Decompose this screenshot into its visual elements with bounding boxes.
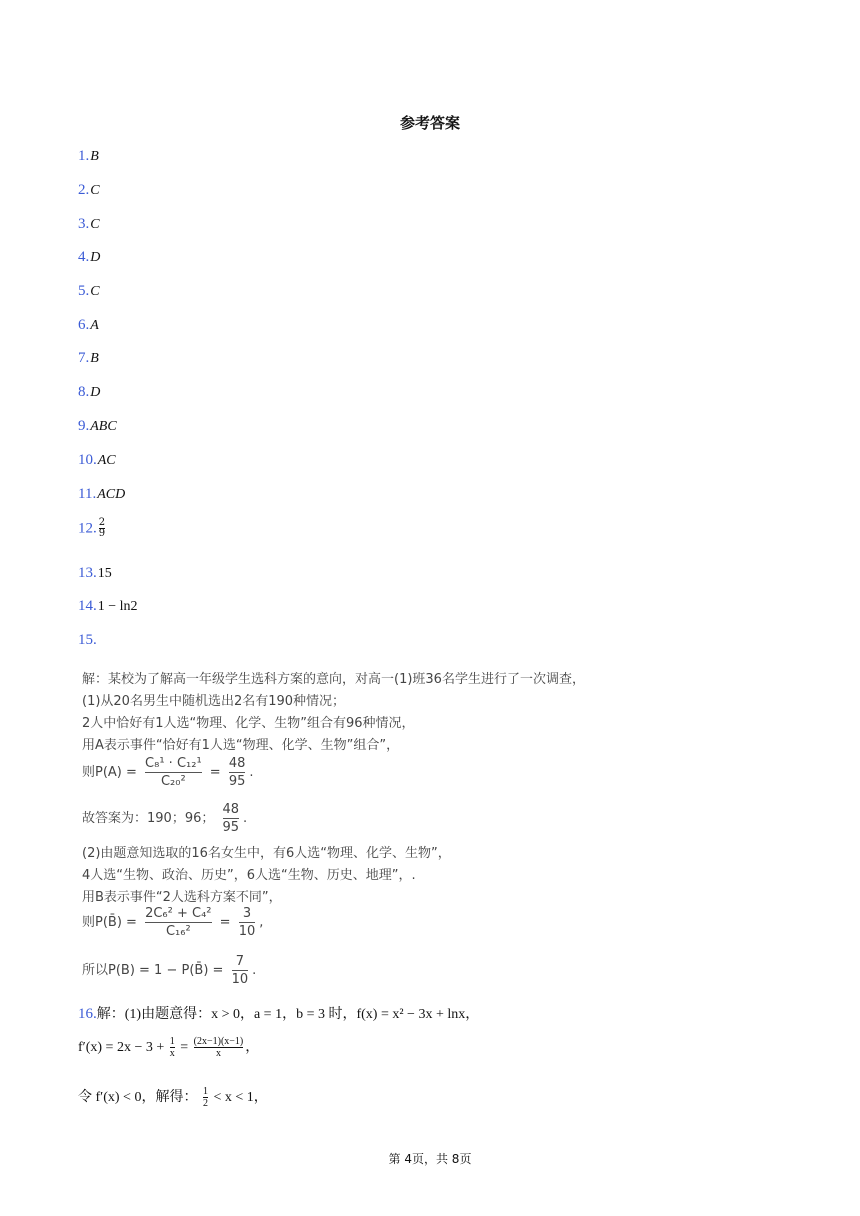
answer-value: B — [90, 149, 99, 164]
fraction-numerator: 3 — [242, 906, 252, 921]
fraction-denominator: 95 — [228, 774, 246, 789]
answer-item — [78, 317, 99, 334]
page-footer: 第 4页，共 8页 — [388, 1152, 472, 1166]
fraction-denominator: 95 — [222, 820, 240, 835]
formula-fraction — [232, 954, 249, 987]
formula-fraction — [145, 906, 211, 939]
solution-line: (2)由题意知选取的16名女生中，有6人选“物理、化学、生物”， — [82, 846, 451, 861]
fraction-numerator: 1 — [202, 1086, 208, 1098]
formula-prefix: f′(x) = 2x − 3 + — [78, 1040, 165, 1055]
solution-line: (1)从20名男生中随机选出2名有190种情况； — [82, 694, 346, 709]
fraction-numerator: 7 — [235, 954, 244, 969]
fraction-numerator: 1 — [169, 1036, 175, 1048]
answer-value: B — [90, 351, 99, 366]
formula-equals: = — [219, 915, 231, 930]
formula-equals: = — [209, 765, 221, 780]
answer-value: ACD — [97, 487, 126, 502]
answer-item — [78, 249, 100, 266]
answer-number: 13. — [78, 565, 97, 581]
formula-prefix: 则P(A) = — [82, 765, 137, 780]
answer-value: 1 − ln2 — [97, 599, 138, 614]
answer-number: 6. — [78, 317, 90, 333]
formula-suffix: < x < 1， — [213, 1090, 268, 1105]
answer-value: C — [90, 183, 100, 198]
solution-line: 4人选“生物、政治、历史”，6人选“生物、历史、地理”，. — [82, 868, 416, 883]
formula-prefix: 故答案为：190；96； — [82, 811, 215, 826]
answer-number: 1. — [78, 148, 90, 164]
fraction-denominator: C₁₆² — [165, 924, 191, 939]
q16-line-2 — [78, 1036, 259, 1059]
answer-item — [78, 182, 100, 199]
answer-number: 7. — [78, 350, 90, 366]
fraction-denominator: 2 — [202, 1098, 208, 1110]
fraction-numerator: (2x−1)(x−1) — [193, 1036, 244, 1048]
solution-line: 2人中恰好有1人选“物理、化学、生物”组合有96种情况， — [82, 716, 415, 731]
fraction-numerator: 2 — [98, 517, 106, 528]
solution-formula-pa: 则P(A) = $\frac{\text{C₈¹ · C₁₂¹}}{\text{C₂₀²}}$ = $\frac{48}{95}$ . — [82, 756, 254, 789]
fraction-denominator: 9 — [98, 528, 106, 539]
answer-number: 4. — [78, 249, 90, 265]
q16-line-3 — [78, 1086, 268, 1109]
answer-item — [78, 452, 116, 469]
answer-item — [78, 216, 100, 233]
answer-item — [78, 632, 98, 649]
answer-number: 10. — [78, 452, 97, 468]
formula-fraction — [170, 1036, 175, 1059]
solution-formula-pb-bar: 则P(B̄) = $\frac{\text{2C₆² + C₄²}}{\text{C₁₆²}}$ = $\frac{3}{10}$ , — [82, 906, 264, 939]
solution-answer-line: 故答案为：190；96； $\frac{48}{95}$ . — [82, 802, 248, 835]
answer-item — [78, 283, 100, 300]
answer-number: 3. — [78, 216, 90, 232]
fraction-denominator: x — [215, 1048, 221, 1060]
solution-line: 用B表示事件“2人选科方案不同”， — [82, 890, 282, 905]
answer-value: AC — [97, 453, 116, 468]
q15-solution-image — [78, 662, 618, 987]
answer-item — [78, 350, 99, 367]
formula-fraction — [194, 1036, 244, 1059]
formula-fraction — [229, 756, 246, 789]
q16-line-1 — [78, 1003, 479, 1023]
formula-fraction — [145, 756, 202, 789]
answer-value: 15 — [97, 566, 112, 581]
answer-number: 16. — [78, 1006, 97, 1022]
fraction-denominator: 10 — [238, 924, 256, 939]
answer-number: 14. — [78, 598, 97, 614]
answer-value: D — [90, 385, 101, 400]
answer-value: A — [90, 318, 99, 333]
answer-number: 11. — [78, 486, 97, 502]
answer-value: C — [90, 217, 100, 232]
fraction-numerator: 2C₆² + C₄² — [145, 906, 212, 921]
formula-fraction — [223, 802, 240, 835]
formula-suffix: ， — [245, 1040, 260, 1055]
answer-item — [78, 418, 117, 435]
answer-number: 2. — [78, 182, 90, 198]
formula-fraction — [203, 1086, 208, 1109]
answer-fraction — [99, 518, 105, 539]
answer-number: 12. — [78, 520, 97, 537]
fraction-denominator: 10 — [231, 972, 249, 987]
answer-item — [78, 486, 125, 503]
answer-item — [78, 384, 100, 401]
answer-number: 5. — [78, 283, 90, 299]
answer-item — [78, 565, 112, 582]
answer-value: D — [90, 250, 101, 265]
q16-text: 解：(1)由题意得：x > 0，a = 1，b = 3 时，f(x) = x² − 3x + lnx， — [96, 1007, 480, 1022]
answer-number: 9. — [78, 418, 90, 434]
formula-equals: = — [180, 1040, 189, 1055]
solution-formula-pb: 所以P(B) = 1 − P(B̄) = $\frac{7}{10}$ . — [82, 954, 257, 987]
solution-line: 用A表示事件“恰好有1人选“物理、化学、生物”组合”， — [82, 738, 400, 753]
fraction-numerator: 48 — [222, 802, 240, 817]
answer-value: ABC — [90, 419, 117, 434]
answer-item — [78, 148, 99, 165]
formula-fraction — [239, 906, 256, 939]
page-title: 参考答案 — [399, 114, 460, 132]
formula-prefix: 令 f′(x) < 0，解得： — [78, 1090, 198, 1105]
answer-item — [78, 518, 105, 539]
answer-number: 8. — [78, 384, 90, 400]
answer-number: 15. — [78, 632, 97, 648]
answer-value: C — [90, 284, 100, 299]
answer-item — [78, 598, 138, 615]
formula-prefix: 所以P(B) = 1 − P(B̄) = — [82, 963, 224, 978]
formula-prefix: 则P(B̄) = — [82, 915, 137, 930]
fraction-denominator: x — [169, 1048, 175, 1060]
fraction-numerator: C₈¹ · C₁₂¹ — [145, 756, 202, 771]
fraction-denominator: C₂₀² — [160, 774, 186, 789]
fraction-numerator: 48 — [228, 756, 246, 771]
solution-line: 解：某校为了解高一年级学生选科方案的意向，对高一(1)班36名学生进行了一次调查， — [82, 672, 585, 687]
